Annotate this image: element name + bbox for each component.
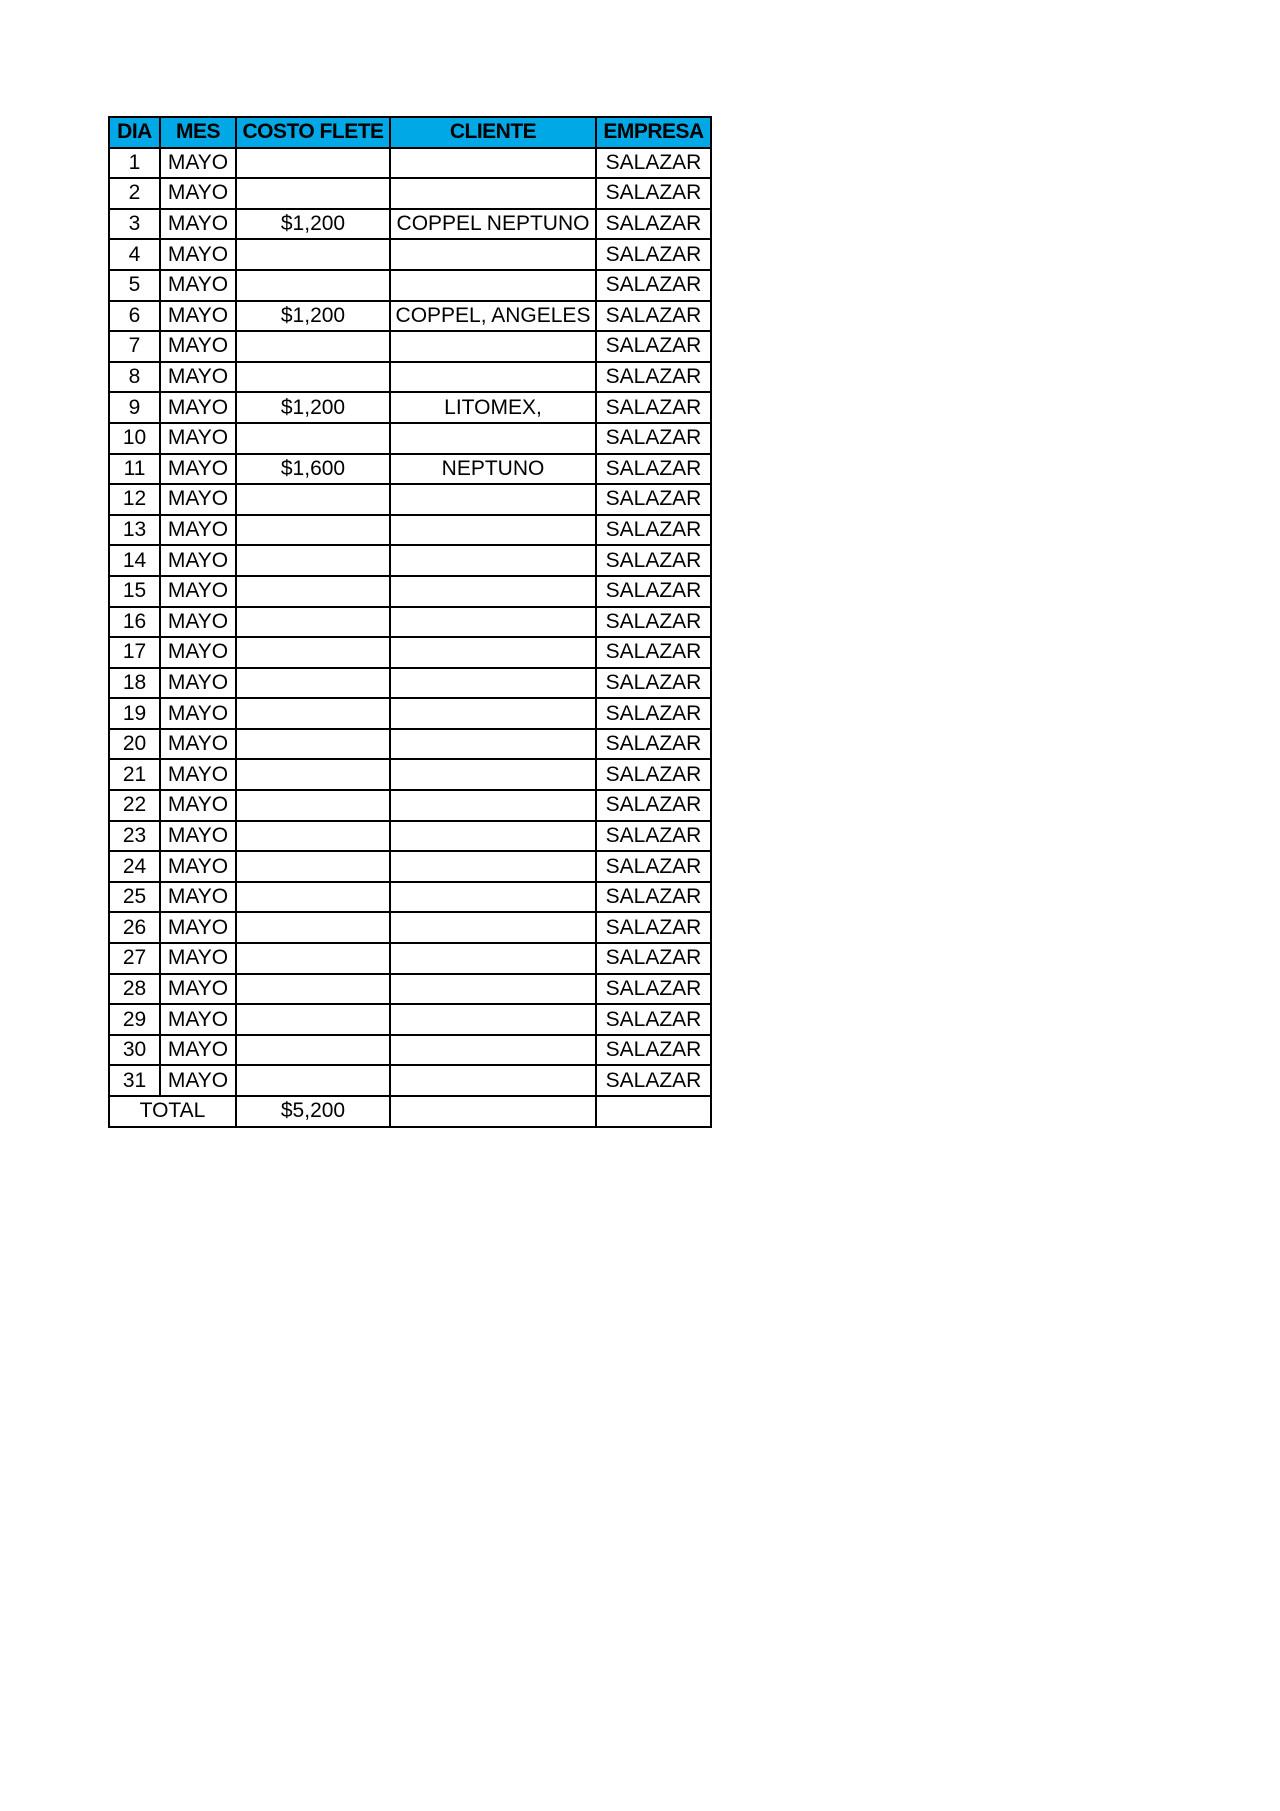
empresa-cell[interactable]: SALAZAR bbox=[596, 392, 711, 423]
empresa-cell[interactable]: SALAZAR bbox=[596, 301, 711, 332]
table-row bbox=[109, 1035, 711, 1066]
empresa-cell[interactable]: SALAZAR bbox=[596, 882, 711, 913]
empresa-cell[interactable]: SALAZAR bbox=[596, 484, 711, 515]
costo-flete-cell[interactable] bbox=[236, 790, 390, 821]
dia-cell[interactable]: 23 bbox=[109, 821, 160, 852]
cliente-cell[interactable]: COPPEL, ANGELES bbox=[390, 301, 596, 332]
header-row bbox=[109, 117, 711, 148]
empresa-cell[interactable]: SALAZAR bbox=[596, 668, 711, 699]
mes-cell[interactable]: MAYO bbox=[160, 178, 236, 209]
cliente-cell[interactable] bbox=[390, 668, 596, 699]
empresa-cell[interactable]: SALAZAR bbox=[596, 515, 711, 546]
table-row bbox=[109, 209, 711, 240]
mes-cell[interactable]: MAYO bbox=[160, 607, 236, 638]
table-row bbox=[109, 637, 711, 668]
dia-cell[interactable]: 19 bbox=[109, 698, 160, 729]
table-row bbox=[109, 759, 711, 790]
cliente-cell[interactable] bbox=[390, 637, 596, 668]
dia-cell[interactable]: 21 bbox=[109, 759, 160, 790]
dia-cell[interactable]: 16 bbox=[109, 607, 160, 638]
mes-cell[interactable]: MAYO bbox=[160, 698, 236, 729]
table-row bbox=[109, 1065, 711, 1096]
costo-flete-cell[interactable]: $1,200 bbox=[236, 301, 390, 332]
cliente-cell[interactable] bbox=[390, 974, 596, 1005]
spreadsheet-page bbox=[108, 116, 712, 1128]
mes-cell[interactable]: MAYO bbox=[160, 301, 236, 332]
cliente-cell[interactable] bbox=[390, 790, 596, 821]
table-row bbox=[109, 943, 711, 974]
cliente-cell[interactable] bbox=[390, 943, 596, 974]
table-row bbox=[109, 821, 711, 852]
table-row bbox=[109, 148, 711, 179]
cliente-cell[interactable] bbox=[390, 729, 596, 760]
dia-cell[interactable]: 13 bbox=[109, 515, 160, 546]
empresa-cell[interactable]: SALAZAR bbox=[596, 943, 711, 974]
empresa-cell[interactable]: SALAZAR bbox=[596, 331, 711, 362]
mes-cell[interactable]: MAYO bbox=[160, 515, 236, 546]
table-row bbox=[109, 668, 711, 699]
mes-cell[interactable]: MAYO bbox=[160, 912, 236, 943]
table-row bbox=[109, 1004, 711, 1035]
empresa-cell[interactable]: SALAZAR bbox=[596, 148, 711, 179]
table-row bbox=[109, 607, 711, 638]
costo-flete-cell[interactable] bbox=[236, 239, 390, 270]
mes-cell[interactable]: MAYO bbox=[160, 392, 236, 423]
mes-cell[interactable]: MAYO bbox=[160, 484, 236, 515]
mes-cell[interactable]: MAYO bbox=[160, 148, 236, 179]
costo-flete-cell[interactable] bbox=[236, 851, 390, 882]
total-label-cell[interactable]: TOTAL bbox=[109, 1096, 236, 1127]
empresa-cell[interactable]: SALAZAR bbox=[596, 1065, 711, 1096]
empresa-cell[interactable]: SALAZAR bbox=[596, 362, 711, 393]
empresa-cell[interactable]: SALAZAR bbox=[596, 1004, 711, 1035]
cliente-cell[interactable]: NEPTUNO bbox=[390, 454, 596, 485]
table-row bbox=[109, 912, 711, 943]
mes-cell[interactable]: MAYO bbox=[160, 882, 236, 913]
cliente-cell[interactable] bbox=[390, 1035, 596, 1066]
costo-flete-cell[interactable] bbox=[236, 178, 390, 209]
empresa-cell[interactable]: SALAZAR bbox=[596, 576, 711, 607]
table-row bbox=[109, 178, 711, 209]
empresa-cell[interactable]: SALAZAR bbox=[596, 607, 711, 638]
costo-flete-cell[interactable] bbox=[236, 698, 390, 729]
table-row bbox=[109, 270, 711, 301]
dia-cell[interactable]: 4 bbox=[109, 239, 160, 270]
dia-cell[interactable]: 11 bbox=[109, 454, 160, 485]
empresa-cell[interactable]: SALAZAR bbox=[596, 545, 711, 576]
dia-cell[interactable]: 12 bbox=[109, 484, 160, 515]
mes-cell[interactable]: MAYO bbox=[160, 209, 236, 240]
empresa-cell[interactable]: SALAZAR bbox=[596, 270, 711, 301]
costo-flete-cell[interactable] bbox=[236, 821, 390, 852]
costo-flete-cell[interactable] bbox=[236, 882, 390, 913]
cliente-cell[interactable] bbox=[390, 607, 596, 638]
cliente-cell[interactable]: LITOMEX, bbox=[390, 392, 596, 423]
dia-cell[interactable]: 9 bbox=[109, 392, 160, 423]
costo-flete-cell[interactable] bbox=[236, 1035, 390, 1066]
header-empresa[interactable]: EMPRESA bbox=[596, 117, 711, 148]
empresa-cell[interactable]: SALAZAR bbox=[596, 423, 711, 454]
total-costo-cell[interactable]: $5,200 bbox=[236, 1096, 390, 1127]
header-costo-flete[interactable]: COSTO FLETE bbox=[236, 117, 390, 148]
table-row bbox=[109, 698, 711, 729]
cliente-cell[interactable] bbox=[390, 759, 596, 790]
dia-cell[interactable]: 14 bbox=[109, 545, 160, 576]
header-dia[interactable]: DIA bbox=[109, 117, 160, 148]
empresa-cell[interactable]: SALAZAR bbox=[596, 759, 711, 790]
cliente-cell[interactable] bbox=[390, 576, 596, 607]
cliente-cell[interactable] bbox=[390, 484, 596, 515]
costo-flete-cell[interactable] bbox=[236, 545, 390, 576]
costo-flete-cell[interactable] bbox=[236, 484, 390, 515]
mes-cell[interactable]: MAYO bbox=[160, 668, 236, 699]
table-row bbox=[109, 545, 711, 576]
dia-cell[interactable]: 17 bbox=[109, 637, 160, 668]
empresa-cell[interactable]: SALAZAR bbox=[596, 851, 711, 882]
cliente-cell[interactable] bbox=[390, 1065, 596, 1096]
dia-cell[interactable]: 26 bbox=[109, 912, 160, 943]
empresa-cell[interactable]: SALAZAR bbox=[596, 974, 711, 1005]
costo-flete-cell[interactable] bbox=[236, 943, 390, 974]
mes-cell[interactable]: MAYO bbox=[160, 759, 236, 790]
header-cliente[interactable]: CLIENTE bbox=[390, 117, 596, 148]
empresa-cell[interactable]: SALAZAR bbox=[596, 1035, 711, 1066]
cliente-cell[interactable] bbox=[390, 698, 596, 729]
empresa-cell[interactable]: SALAZAR bbox=[596, 790, 711, 821]
costo-flete-cell[interactable]: $1,200 bbox=[236, 209, 390, 240]
cliente-cell[interactable] bbox=[390, 270, 596, 301]
mes-cell[interactable]: MAYO bbox=[160, 729, 236, 760]
mes-cell[interactable]: MAYO bbox=[160, 362, 236, 393]
cliente-cell[interactable] bbox=[390, 331, 596, 362]
mes-cell[interactable]: MAYO bbox=[160, 1004, 236, 1035]
dia-cell[interactable]: 8 bbox=[109, 362, 160, 393]
cliente-cell[interactable] bbox=[390, 239, 596, 270]
mes-cell[interactable]: MAYO bbox=[160, 545, 236, 576]
table-row bbox=[109, 576, 711, 607]
costo-flete-cell[interactable]: $1,200 bbox=[236, 392, 390, 423]
cliente-cell[interactable] bbox=[390, 148, 596, 179]
dia-cell[interactable]: 27 bbox=[109, 943, 160, 974]
dia-cell[interactable]: 30 bbox=[109, 1035, 160, 1066]
table-row bbox=[109, 974, 711, 1005]
dia-cell[interactable]: 1 bbox=[109, 148, 160, 179]
costo-flete-cell[interactable] bbox=[236, 974, 390, 1005]
costo-flete-cell[interactable]: $1,600 bbox=[236, 454, 390, 485]
dia-cell[interactable]: 3 bbox=[109, 209, 160, 240]
dia-cell[interactable]: 28 bbox=[109, 974, 160, 1005]
empresa-cell[interactable]: SALAZAR bbox=[596, 912, 711, 943]
table-row bbox=[109, 515, 711, 546]
empresa-cell[interactable]: SALAZAR bbox=[596, 637, 711, 668]
dia-cell[interactable]: 7 bbox=[109, 331, 160, 362]
table-row bbox=[109, 331, 711, 362]
mes-cell[interactable]: MAYO bbox=[160, 821, 236, 852]
dia-cell[interactable]: 29 bbox=[109, 1004, 160, 1035]
costo-flete-cell[interactable] bbox=[236, 148, 390, 179]
table-row bbox=[109, 301, 711, 332]
empresa-cell[interactable]: SALAZAR bbox=[596, 209, 711, 240]
dia-cell[interactable]: 2 bbox=[109, 178, 160, 209]
cliente-cell[interactable] bbox=[390, 423, 596, 454]
table-row bbox=[109, 484, 711, 515]
mes-cell[interactable]: MAYO bbox=[160, 239, 236, 270]
table-row bbox=[109, 423, 711, 454]
cliente-cell[interactable] bbox=[390, 851, 596, 882]
costo-flete-cell[interactable] bbox=[236, 912, 390, 943]
mes-cell[interactable]: MAYO bbox=[160, 1065, 236, 1096]
dia-cell[interactable]: 18 bbox=[109, 668, 160, 699]
mes-cell[interactable]: MAYO bbox=[160, 637, 236, 668]
dia-cell[interactable]: 6 bbox=[109, 301, 160, 332]
costo-flete-cell[interactable] bbox=[236, 576, 390, 607]
dia-cell[interactable]: 31 bbox=[109, 1065, 160, 1096]
table-row bbox=[109, 851, 711, 882]
table-row bbox=[109, 729, 711, 760]
mes-cell[interactable]: MAYO bbox=[160, 576, 236, 607]
cliente-cell[interactable] bbox=[390, 545, 596, 576]
mes-cell[interactable]: MAYO bbox=[160, 943, 236, 974]
table-row bbox=[109, 882, 711, 913]
mes-cell[interactable]: MAYO bbox=[160, 270, 236, 301]
freight-cost-table bbox=[108, 116, 712, 1128]
costo-flete-cell[interactable] bbox=[236, 637, 390, 668]
total-row bbox=[109, 1096, 711, 1127]
empresa-cell[interactable]: SALAZAR bbox=[596, 821, 711, 852]
mes-cell[interactable]: MAYO bbox=[160, 454, 236, 485]
mes-cell[interactable]: MAYO bbox=[160, 423, 236, 454]
empresa-cell[interactable]: SALAZAR bbox=[596, 239, 711, 270]
cliente-cell[interactable] bbox=[390, 912, 596, 943]
table-row bbox=[109, 362, 711, 393]
cliente-cell[interactable] bbox=[390, 515, 596, 546]
cliente-cell[interactable] bbox=[390, 882, 596, 913]
mes-cell[interactable]: MAYO bbox=[160, 331, 236, 362]
costo-flete-cell[interactable] bbox=[236, 668, 390, 699]
mes-cell[interactable]: MAYO bbox=[160, 974, 236, 1005]
cliente-cell[interactable]: COPPEL NEPTUNO bbox=[390, 209, 596, 240]
costo-flete-cell[interactable] bbox=[236, 729, 390, 760]
dia-cell[interactable]: 5 bbox=[109, 270, 160, 301]
table-row bbox=[109, 790, 711, 821]
costo-flete-cell[interactable] bbox=[236, 1004, 390, 1035]
mes-cell[interactable]: MAYO bbox=[160, 790, 236, 821]
total-cliente-cell[interactable] bbox=[390, 1096, 596, 1127]
dia-cell[interactable]: 25 bbox=[109, 882, 160, 913]
cliente-cell[interactable] bbox=[390, 821, 596, 852]
costo-flete-cell[interactable] bbox=[236, 331, 390, 362]
table-row bbox=[109, 239, 711, 270]
empresa-cell[interactable]: SALAZAR bbox=[596, 698, 711, 729]
table-body bbox=[109, 148, 711, 1096]
cliente-cell[interactable] bbox=[390, 1004, 596, 1035]
empresa-cell[interactable]: SALAZAR bbox=[596, 178, 711, 209]
empresa-cell[interactable]: SALAZAR bbox=[596, 454, 711, 485]
costo-flete-cell[interactable] bbox=[236, 607, 390, 638]
costo-flete-cell[interactable] bbox=[236, 1065, 390, 1096]
mes-cell[interactable]: MAYO bbox=[160, 851, 236, 882]
empresa-cell[interactable]: SALAZAR bbox=[596, 729, 711, 760]
cliente-cell[interactable] bbox=[390, 178, 596, 209]
table-row bbox=[109, 392, 711, 423]
costo-flete-cell[interactable] bbox=[236, 759, 390, 790]
mes-cell[interactable]: MAYO bbox=[160, 1035, 236, 1066]
dia-cell[interactable]: 24 bbox=[109, 851, 160, 882]
costo-flete-cell[interactable] bbox=[236, 423, 390, 454]
total-empresa-cell[interactable] bbox=[596, 1096, 711, 1127]
costo-flete-cell[interactable] bbox=[236, 270, 390, 301]
dia-cell[interactable]: 10 bbox=[109, 423, 160, 454]
dia-cell[interactable]: 20 bbox=[109, 729, 160, 760]
costo-flete-cell[interactable] bbox=[236, 515, 390, 546]
cliente-cell[interactable] bbox=[390, 362, 596, 393]
header-mes[interactable]: MES bbox=[160, 117, 236, 148]
dia-cell[interactable]: 22 bbox=[109, 790, 160, 821]
dia-cell[interactable]: 15 bbox=[109, 576, 160, 607]
costo-flete-cell[interactable] bbox=[236, 362, 390, 393]
table-row bbox=[109, 454, 711, 485]
